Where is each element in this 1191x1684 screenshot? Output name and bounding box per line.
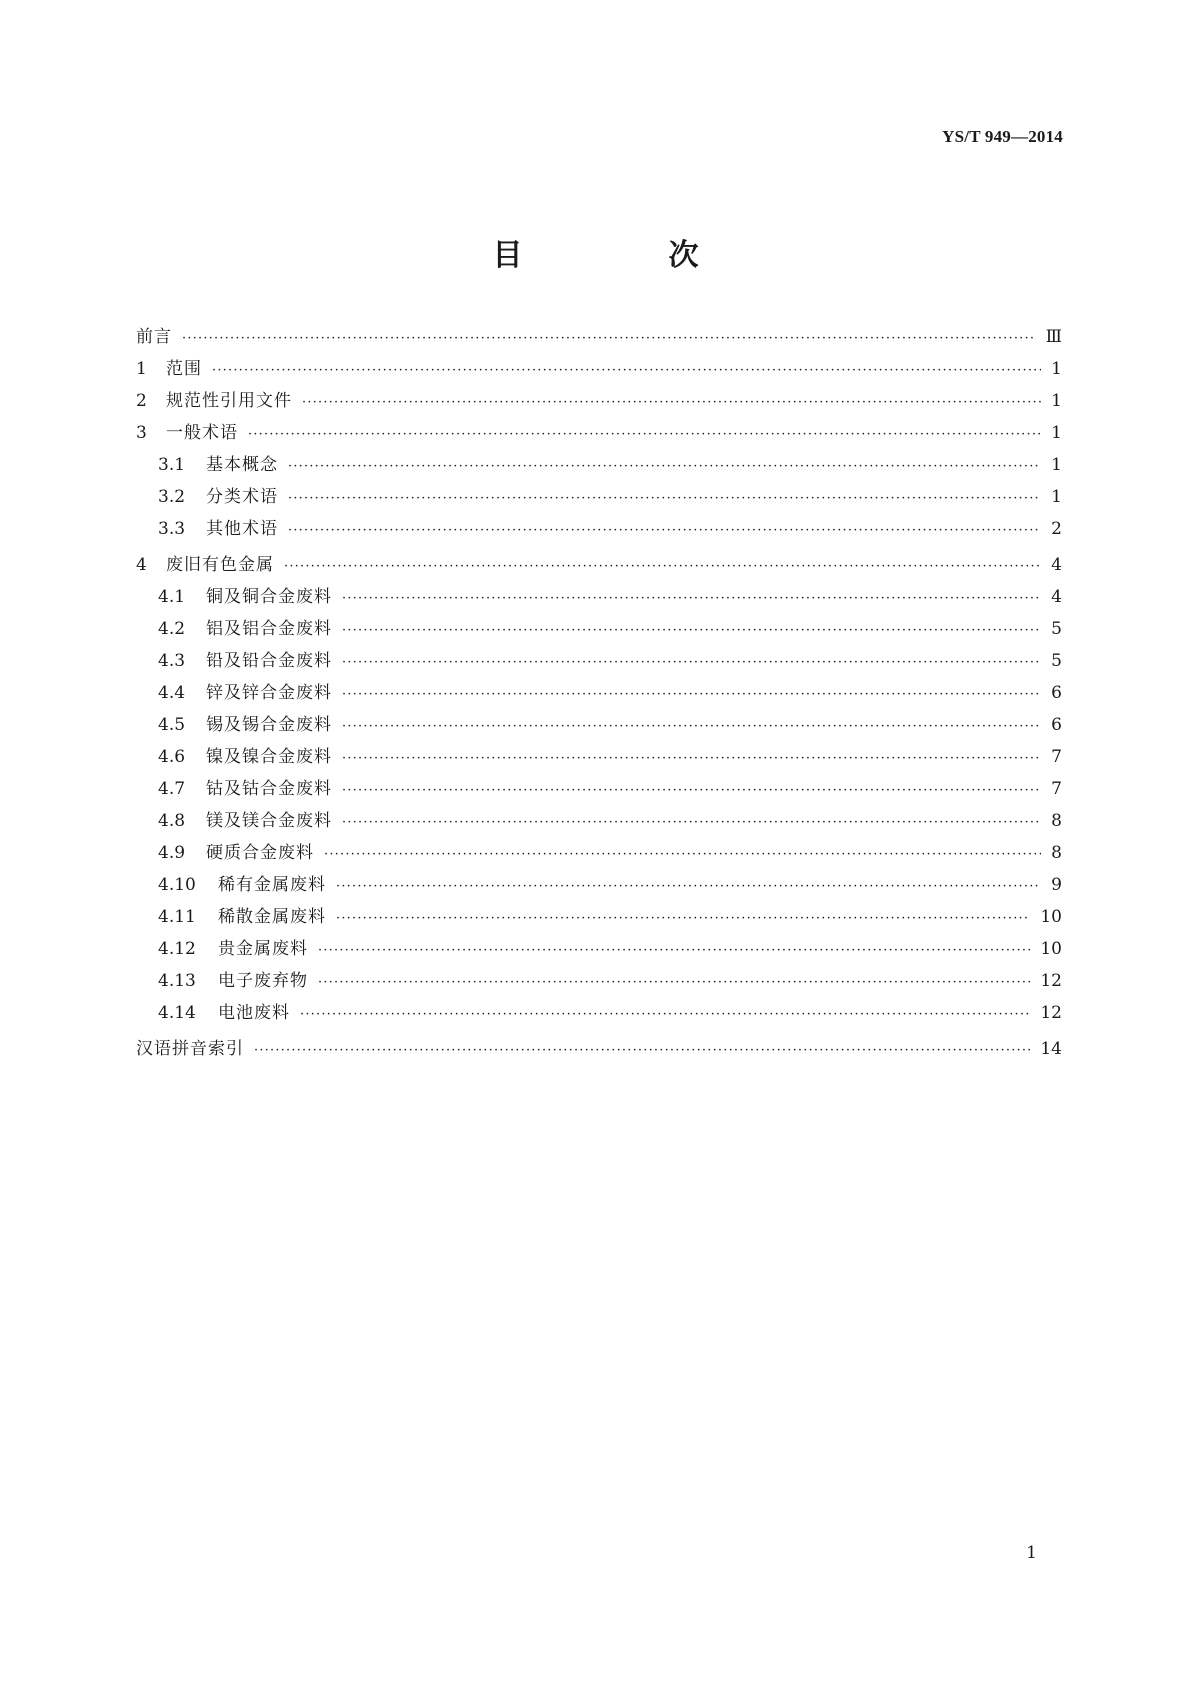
- dot-leader: [254, 1041, 1030, 1061]
- toc-entry-3[interactable]: [136, 423, 1062, 455]
- dot-leader: [342, 781, 1041, 801]
- toc-entry-number: 4.12: [158, 939, 196, 959]
- toc-entry-page: 7: [1051, 779, 1062, 799]
- toc-entry-label: 汉语拼音索引: [136, 1039, 244, 1059]
- toc-entry-page: 5: [1051, 619, 1062, 639]
- dot-leader: [182, 329, 1036, 349]
- dot-leader: [318, 973, 1030, 993]
- toc-entry-page: 1: [1051, 391, 1062, 411]
- toc-entry-number: 3.3: [158, 519, 186, 539]
- dot-leader: [248, 425, 1041, 445]
- toc-entry-page: 1: [1051, 487, 1062, 507]
- toc-entry-number: 3.2: [158, 487, 186, 507]
- toc-entry-2[interactable]: [136, 391, 1062, 423]
- toc-entry-page: 12: [1040, 971, 1062, 991]
- dot-leader: [288, 521, 1041, 541]
- toc-entry-4-12[interactable]: [136, 939, 1062, 971]
- toc-entry-label: 分类术语: [206, 487, 278, 507]
- toc-entry-page: 6: [1051, 715, 1062, 735]
- dot-leader: [336, 877, 1041, 897]
- dot-leader: [324, 845, 1041, 865]
- dot-leader: [342, 653, 1041, 673]
- dot-leader: [288, 489, 1041, 509]
- toc-entry-number: 4.6: [158, 747, 186, 767]
- toc-entry-label: 锌及锌合金废料: [206, 683, 332, 703]
- toc-entry-number: 4: [136, 555, 147, 575]
- toc-entry-foreword[interactable]: [136, 327, 1062, 359]
- toc-entry-label: 钴及钴合金废料: [206, 779, 332, 799]
- toc-entry-1[interactable]: [136, 359, 1062, 391]
- toc-entry-page: 10: [1040, 907, 1062, 927]
- toc-entry-number: 4.8: [158, 811, 186, 831]
- toc-entry-label: 铝及铝合金废料: [206, 619, 332, 639]
- toc-entry-label: 电子废弃物: [218, 971, 308, 991]
- toc-entry-3-1[interactable]: [136, 455, 1062, 487]
- toc-entry-number: 1: [136, 359, 147, 379]
- toc-entry-number: 2: [136, 391, 147, 411]
- table-of-contents: [136, 327, 1062, 1071]
- toc-entry-4-13[interactable]: [136, 971, 1062, 1003]
- toc-entry-label: 锡及锡合金废料: [206, 715, 332, 735]
- toc-entry-page: Ⅲ: [1045, 327, 1062, 347]
- toc-entry-label: 硬质合金废料: [206, 843, 314, 863]
- toc-entry-4-5[interactable]: [136, 715, 1062, 747]
- dot-leader: [342, 685, 1041, 705]
- toc-entry-3-2[interactable]: [136, 487, 1062, 519]
- toc-entry-page: 9: [1051, 875, 1062, 895]
- toc-entry-label: 铜及铜合金废料: [206, 587, 332, 607]
- dot-leader: [342, 589, 1041, 609]
- toc-entry-page: 8: [1051, 843, 1062, 863]
- toc-entry-4-14[interactable]: [136, 1003, 1062, 1035]
- toc-entry-label: 稀有金属废料: [218, 875, 326, 895]
- toc-entry-number: 3.1: [158, 455, 186, 475]
- toc-entry-number: 3: [136, 423, 147, 443]
- toc-entry-4-9[interactable]: [136, 843, 1062, 875]
- toc-entry-4[interactable]: [136, 555, 1062, 587]
- toc-entry-page: 1: [1051, 423, 1062, 443]
- toc-entry-page: 8: [1051, 811, 1062, 831]
- dot-leader: [342, 621, 1041, 641]
- toc-entry-page: 1: [1051, 455, 1062, 475]
- toc-entry-label: 基本概念: [206, 455, 278, 475]
- toc-entry-page: 7: [1051, 747, 1062, 767]
- toc-entry-3-3[interactable]: [136, 519, 1062, 551]
- dot-leader: [288, 457, 1041, 477]
- toc-entry-label: 废旧有色金属: [166, 555, 274, 575]
- dot-leader: [302, 393, 1041, 413]
- toc-entry-page: 1: [1051, 359, 1062, 379]
- dot-leader: [212, 361, 1041, 381]
- toc-entry-4-10[interactable]: [136, 875, 1062, 907]
- toc-entry-label: 稀散金属废料: [218, 907, 326, 927]
- toc-entry-4-2[interactable]: [136, 619, 1062, 651]
- toc-entry-number: 4.11: [158, 907, 196, 927]
- toc-entry-page: 5: [1051, 651, 1062, 671]
- toc-entry-page: 6: [1051, 683, 1062, 703]
- toc-entry-number: 4.13: [158, 971, 196, 991]
- dot-leader: [300, 1005, 1030, 1025]
- toc-entry-4-6[interactable]: [136, 747, 1062, 779]
- dot-leader: [342, 717, 1041, 737]
- toc-entry-label: 铅及铅合金废料: [206, 651, 332, 671]
- toc-entry-label: 其他术语: [206, 519, 278, 539]
- toc-entry-label: 贵金属废料: [218, 939, 308, 959]
- toc-entry-4-4[interactable]: [136, 683, 1062, 715]
- toc-entry-number: 4.14: [158, 1003, 196, 1023]
- toc-entry-number: 4.4: [158, 683, 186, 703]
- toc-entry-page: 10: [1040, 939, 1062, 959]
- toc-entry-4-7[interactable]: [136, 779, 1062, 811]
- toc-entry-label: 前言: [136, 327, 172, 347]
- toc-entry-number: 4.7: [158, 779, 186, 799]
- dot-leader: [336, 909, 1030, 929]
- toc-entry-4-1[interactable]: [136, 587, 1062, 619]
- toc-entry-page: 12: [1040, 1003, 1062, 1023]
- toc-entry-4-3[interactable]: [136, 651, 1062, 683]
- toc-entry-number: 4.3: [158, 651, 186, 671]
- toc-entry-page: 14: [1040, 1039, 1062, 1059]
- toc-entry-number: 4.9: [158, 843, 186, 863]
- toc-entry-label: 一般术语: [166, 423, 238, 443]
- toc-entry-label: 范围: [166, 359, 202, 379]
- toc-entry-number: 4.2: [158, 619, 186, 639]
- dot-leader: [284, 557, 1041, 577]
- toc-entry-label: 规范性引用文件: [166, 391, 292, 411]
- toc-title: 目 次: [492, 238, 757, 273]
- toc-entry-page: 4: [1051, 555, 1062, 575]
- toc-entry-label: 镍及镍合金废料: [206, 747, 332, 767]
- toc-entry-label: 镁及镁合金废料: [206, 811, 332, 831]
- dot-leader: [342, 749, 1041, 769]
- toc-entry-page: 4: [1051, 587, 1062, 607]
- dot-leader: [318, 941, 1030, 961]
- toc-entry-4-8[interactable]: [136, 811, 1062, 843]
- toc-entry-number: 4.1: [158, 587, 186, 607]
- toc-entry-number: 4.10: [158, 875, 196, 895]
- toc-entry-page: 2: [1051, 519, 1062, 539]
- toc-entry-pinyin-index[interactable]: [136, 1039, 1062, 1071]
- page-number: 1: [1026, 1543, 1037, 1563]
- toc-entry-label: 电池废料: [218, 1003, 290, 1023]
- toc-entry-number: 4.5: [158, 715, 186, 735]
- toc-entry-4-11[interactable]: [136, 907, 1062, 939]
- dot-leader: [342, 813, 1041, 833]
- standard-code: YS/T 949—2014: [942, 127, 1063, 146]
